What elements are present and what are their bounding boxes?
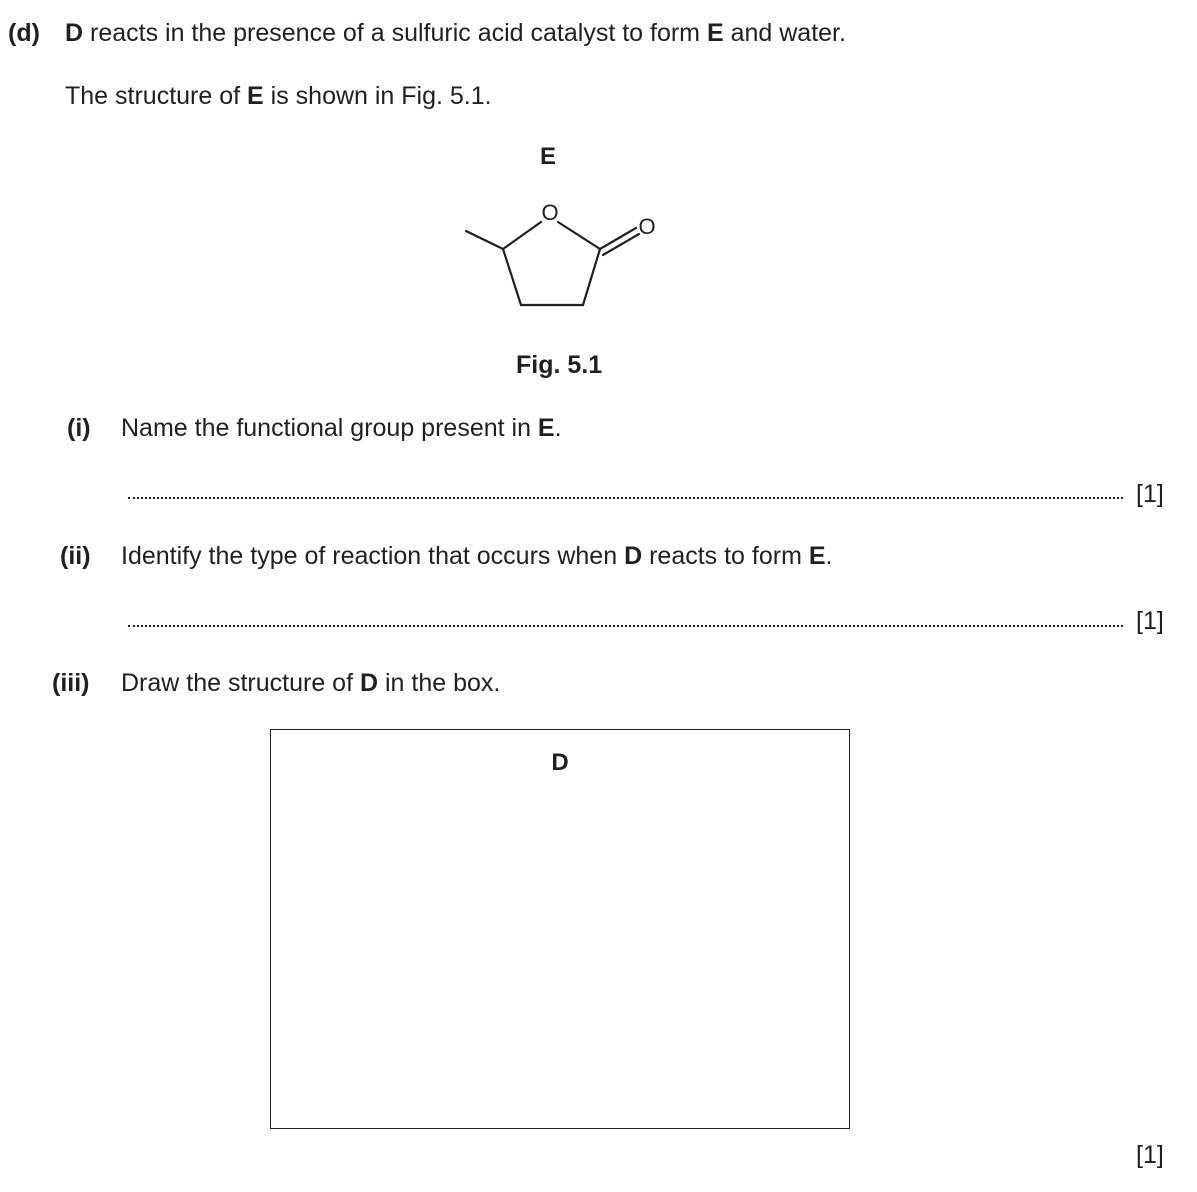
- mark-allocation-ii: [1]: [1136, 607, 1164, 635]
- figure-caption: Fig. 5.1: [516, 351, 603, 379]
- answer-line-i[interactable]: [128, 497, 1123, 499]
- stem-compound-d: D: [65, 19, 84, 47]
- carbonyl-oxygen-atom: O: [638, 214, 656, 239]
- stem-compound-e: E: [706, 19, 724, 47]
- subquestion-label-ii: (ii): [60, 542, 91, 570]
- q3-text-2: in the box.: [378, 669, 501, 697]
- subquestion-label-i: (i): [67, 414, 91, 442]
- subquestion-text-iii: [121, 668, 500, 698]
- lactone-structure-diagram: [455, 195, 675, 315]
- q2-text-1: Identify the type of reaction that occurs when: [121, 542, 625, 570]
- intro-text-1: The structure of: [65, 82, 248, 110]
- intro-compound-e: E: [247, 82, 264, 110]
- answer-box-label: D: [551, 749, 569, 776]
- q3-compound-d: D: [359, 669, 379, 697]
- methyl-bond: [466, 231, 503, 249]
- q2-compound-e: E: [808, 542, 826, 570]
- stem-text-1: reacts in the presence of a sulfuric acid catalyst to form: [83, 19, 707, 47]
- stem-text-2: and water.: [723, 19, 846, 47]
- subquestion-text-i: [121, 413, 562, 443]
- mark-allocation-i: [1]: [1136, 480, 1164, 508]
- q2-text-3: .: [825, 542, 833, 570]
- ring-bond-c-c1: [583, 249, 600, 305]
- ring-oxygen-atom: O: [541, 200, 559, 225]
- figure-intro: [65, 81, 492, 111]
- ring-bond-o-c: [558, 222, 600, 249]
- q1-compound: E: [537, 414, 555, 442]
- intro-text-2: is shown in Fig. 5.1.: [263, 82, 492, 110]
- q2-text-2: reacts to form: [642, 542, 809, 570]
- drawing-answer-box[interactable]: [270, 729, 850, 1129]
- ring-bond-c-o: [503, 222, 541, 249]
- part-label: (d): [8, 19, 40, 47]
- question-stem: [65, 18, 846, 48]
- ring-bond-c-c3: [503, 249, 521, 305]
- subquestion-label-iii: (iii): [52, 669, 90, 697]
- subquestion-text-ii: [121, 541, 833, 571]
- q1-text-1: Name the functional group present in: [121, 414, 538, 442]
- q3-text-1: Draw the structure of: [121, 669, 360, 697]
- answer-line-ii[interactable]: [128, 625, 1123, 627]
- mark-allocation-iii: [1]: [1136, 1141, 1164, 1169]
- q1-text-2: .: [554, 414, 562, 442]
- molecule-label: E: [540, 143, 557, 170]
- q2-compound-d: D: [624, 542, 643, 570]
